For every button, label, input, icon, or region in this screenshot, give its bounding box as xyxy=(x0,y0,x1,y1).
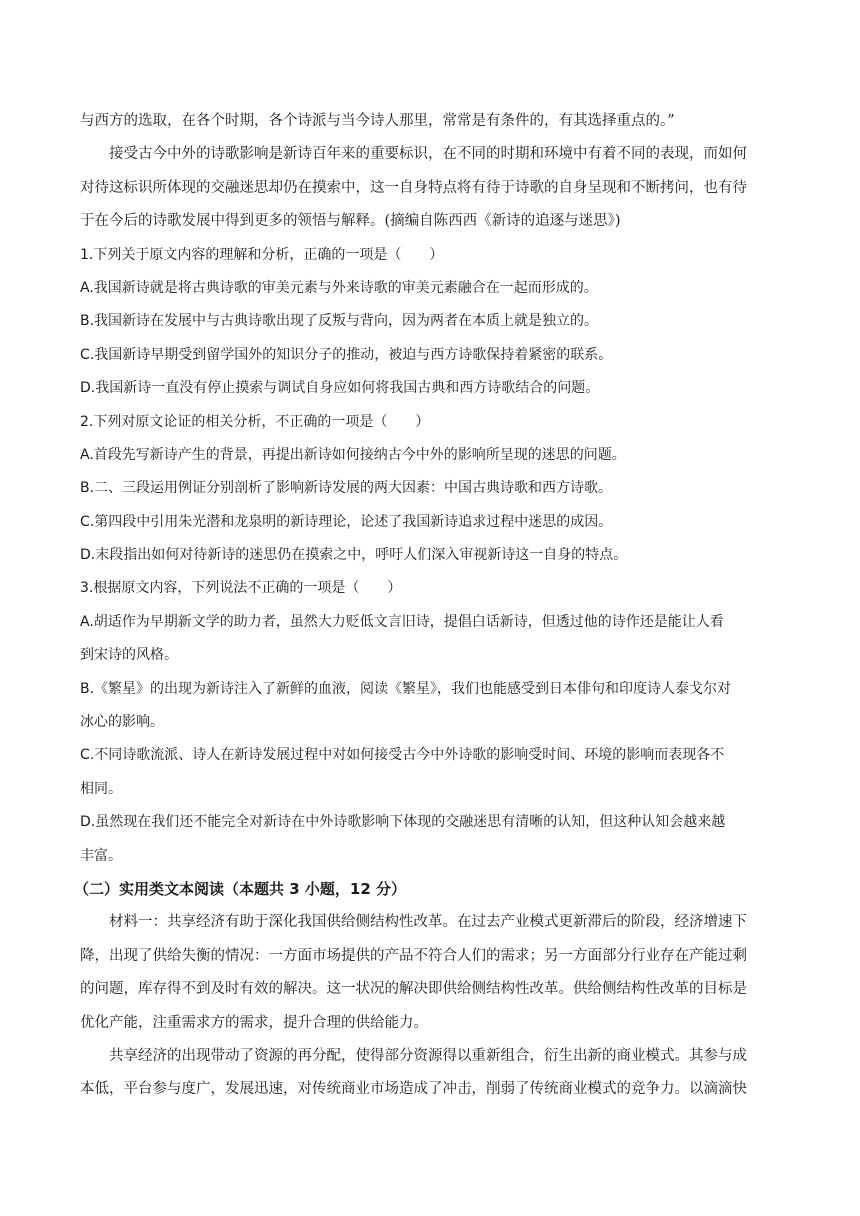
option-d-continued: 丰富。 xyxy=(80,847,122,864)
question-2 xyxy=(80,406,780,573)
option-c-continued: 相同。 xyxy=(80,780,122,797)
material-paragraph-2 xyxy=(80,1040,780,1107)
option-b: B.《繁星》的出现为新诗注入了新鲜的血液，阅读《繁星》，我们也能感受到日本俳句和印度诗人泰戈尔对 xyxy=(80,680,732,697)
document-body xyxy=(74,105,780,1107)
passage-line: 与西方的选取，在各个时期，各个诗派与当今诗人那里，常常是有条件的，有其选择重点的。” xyxy=(80,113,675,129)
passage-line: 于在今后的诗歌发展中得到更多的领悟与解释。(摘编自陈西西《新诗的追逐与迷思》) xyxy=(80,213,621,230)
option-a: A.我国新诗就是将古典诗歌的审美元素与外来诗歌的审美元素融合在一起而形成的。 xyxy=(80,279,598,296)
material-line: 本低，平台参与度广，发展迅速，对传统商业市场造成了冲击，削弱了传统商业模式的竞争力。以滴滴快 xyxy=(80,1081,747,1098)
option-c: C.我国新诗早期受到留学国外的知识分子的推动，被迫与西方诗歌保持着紧密的联系。 xyxy=(80,346,613,363)
material-line: 共享经济的出现带动了资源的再分配，使得部分资源得以重新组合，衍生出新的商业模式。其参与成 xyxy=(109,1047,747,1064)
option-a-continued: 到宋诗的风格。 xyxy=(80,647,178,664)
option-b: B.我国新诗在发展中与古典诗歌出现了反叛与背向，因为两者在本质上就是独立的。 xyxy=(80,313,599,330)
option-d: D.末段指出如何对待新诗的迷思仍在摸索之中，呼吁人们深入审视新诗这一自身的特点。 xyxy=(80,547,628,564)
material-line: 降，出现了供给失衡的情况：一方面市场提供的产品不符合人们的需求；另一方面部分行业存在产能过剩 xyxy=(80,947,747,964)
option-c: C.不同诗歌流派、诗人在新诗发展过程中对如何接受古今中外诗歌的影响受时间、环境的影响而表现各不 xyxy=(80,747,725,764)
material-line: 材料一：共享经济有助于深化我国供给侧结构性改革。在过去产业模式更新滞后的阶段，经济增速下 xyxy=(109,914,747,931)
option-b-continued: 冰心的影响。 xyxy=(80,714,164,731)
question-stem: 3.根据原文内容，下列说法不正确的一项是（ ） xyxy=(80,580,402,597)
option-c: C.第四段中引用朱光潜和龙泉明的新诗理论，论述了我国新诗追求过程中迷思的成因。 xyxy=(80,513,613,530)
option-b: B.二、三段运用例证分别剖析了影响新诗发展的两大因素：中国古典诗歌和西方诗歌。 xyxy=(80,480,613,497)
option-a: A.胡适作为早期新文学的助力者，虽然大力贬低文言旧诗，提倡白话新诗，但透过他的诗作还是能让人看 xyxy=(80,613,724,630)
passage-line: 对待这标识所体现的交融迷思却仍在摸索中，这一自身特点将有待于诗歌的自身呈现和不断拷问，也有待 xyxy=(80,179,747,196)
question-3 xyxy=(80,572,780,873)
material-paragraph-1 xyxy=(80,906,780,1040)
option-a: A.首段先写新诗产生的背景，再提出新诗如何接纳古今中外的影响所呈现的迷思的问题。 xyxy=(80,446,626,463)
question-stem: 1.下列关于原文内容的理解和分析，正确的一项是（ ） xyxy=(80,246,444,263)
question-stem: 2.下列对原文论证的相关分析，不正确的一项是（ ） xyxy=(80,413,430,430)
material-line: 优化产能，注重需求方的需求，提升合理的供给能力。 xyxy=(80,1014,428,1031)
option-d: D.虽然现在我们还不能完全对新诗在中外诗歌影响下体现的交融迷思有清晰的认知，但这种认知会越来越 xyxy=(80,814,726,831)
passage-line: 接受古今中外的诗歌影响是新诗百年来的重要标识，在不同的时期和环境中有着不同的表现，而如何 xyxy=(109,146,747,163)
material-line: 的问题，库存得不到及时有效的解决。这一状况的解决即供给侧结构性改革。供给侧结构性改革的目标是 xyxy=(80,981,747,998)
section-heading: （二）实用类文本阅读（本题共 3 小题，12 分） xyxy=(74,879,406,898)
question-1 xyxy=(80,239,780,406)
option-d: D.我国新诗一直没有停止摸索与调试自身应如何将我国古典和西方诗歌结合的问题。 xyxy=(80,380,600,397)
